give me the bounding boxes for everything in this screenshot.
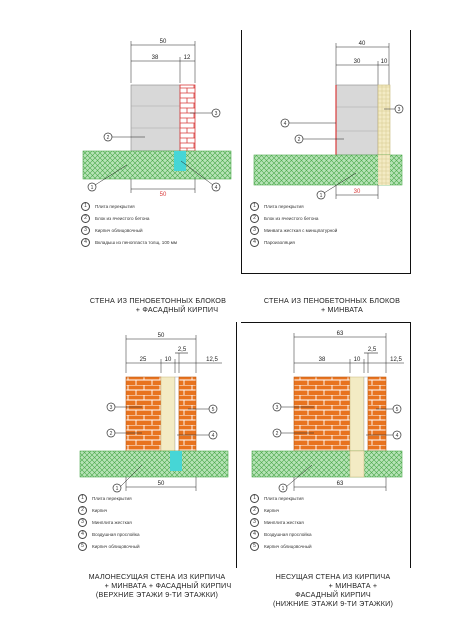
diagram-panel-brick-light-load <box>72 325 234 565</box>
structural-brick <box>126 377 161 451</box>
svg-text:4: 4 <box>211 433 215 439</box>
air-gap <box>175 377 179 451</box>
foam-insert <box>174 151 186 171</box>
legend-item: 3 Минплита жесткая <box>78 517 233 528</box>
svg-text:4: 4 <box>214 185 218 191</box>
legend-item: 1 Плита перекрытия <box>78 493 233 504</box>
caption-brick-light-load: МАЛОНЕСУЩАЯ СТЕНА ИЗ КИРПИЧА + МИНВАТА + ФАСАДНЫЙ КИРПИЧ (ВЕРХНИЕ ЭТАЖИ 9-ТИ ЭТАЖКИ) <box>88 572 232 599</box>
facing-brick <box>368 377 386 451</box>
diagram-panel-brick-load-bearing <box>244 325 406 565</box>
rigid-mineral-board <box>161 377 175 451</box>
diagram-panel-foam-concrete-mineral-wool <box>244 33 406 273</box>
svg-text:25: 25 <box>139 357 147 363</box>
legend-item: 3 Минплита жесткая <box>250 517 405 528</box>
legend-item: 4 Воздушная прослойка <box>78 529 233 540</box>
svg-text:10: 10 <box>164 357 172 363</box>
svg-text:1: 1 <box>319 193 323 199</box>
dim-total-top: 50 <box>159 39 167 45</box>
floor-slab <box>80 451 228 477</box>
svg-text:4: 4 <box>283 121 287 127</box>
svg-text:40: 40 <box>358 41 366 47</box>
legend-item: 5 Кирпич облицовочный <box>78 541 233 552</box>
legend-item: 5 Кирпич облицовочный <box>250 541 405 552</box>
svg-text:30: 30 <box>353 189 361 195</box>
svg-text:1: 1 <box>281 486 285 492</box>
caption-foam-concrete-mineral-wool: СТЕНА ИЗ ПЕНОБЕТОННЫХ БЛОКОВ + МИНВАТА <box>263 296 401 314</box>
svg-text:2: 2 <box>109 431 113 437</box>
diagram-panel-foam-concrete-brick <box>75 33 237 273</box>
caption-foam-concrete-brick: СТЕНА ИЗ ПЕНОБЕТОННЫХ БЛОКОВ + ФАСАДНЫЙ КИРПИЧ <box>89 296 227 314</box>
svg-text:5: 5 <box>395 407 399 413</box>
panel-border <box>241 322 411 323</box>
legend-item: 1 Плита перекрытия <box>81 201 236 212</box>
svg-text:3: 3 <box>397 107 401 113</box>
panel-border <box>241 30 242 274</box>
dim-left-top: 38 <box>151 55 159 61</box>
dim-bottom: 50 <box>159 192 167 198</box>
panel-border <box>236 322 237 568</box>
svg-text:63: 63 <box>336 331 344 337</box>
legend-item: 1 Плита перекрытия <box>250 201 405 212</box>
legend <box>250 201 405 249</box>
svg-text:50: 50 <box>157 333 165 339</box>
legend-item: 2 Блок из ячеистого бетона <box>81 213 236 224</box>
facing-brick <box>179 377 196 451</box>
mineral-wool <box>378 85 390 155</box>
panel-border <box>241 273 411 274</box>
aerated-block <box>336 85 378 155</box>
legend-item: 4 Вкладыш из пенопласта толщ. 100 мм <box>81 237 236 248</box>
legend <box>250 493 405 553</box>
legend-item: 4 Пароизоляция <box>250 237 405 248</box>
dim-right-top: 12 <box>183 55 191 61</box>
svg-text:30: 30 <box>353 59 361 65</box>
caption-brick-load-bearing: НЕСУЩАЯ СТЕНА ИЗ КИРПИЧА + МИНВАТА + ФАСАДНЫЙ КИРПИЧ (НИЖНИЕ ЭТАЖИ 9-ТИ ЭТАЖКИ) <box>272 572 394 608</box>
panel-border <box>410 30 411 274</box>
svg-text:50: 50 <box>157 481 165 487</box>
svg-text:2: 2 <box>297 137 301 143</box>
svg-text:4: 4 <box>395 433 399 439</box>
facing-brick <box>180 85 195 151</box>
svg-text:12,5: 12,5 <box>206 357 218 363</box>
svg-text:3: 3 <box>214 111 218 117</box>
legend-item: 3 Минвата жесткая с минщпатурной <box>250 225 405 236</box>
structural-brick <box>294 377 350 451</box>
legend-item: 3 Кирпич облицовочный <box>81 225 236 236</box>
legend-item: 4 Воздушная прослойка <box>250 529 405 540</box>
svg-text:10: 10 <box>380 59 388 65</box>
legend-item: 1 Плита перекрытия <box>250 493 405 504</box>
svg-text:38: 38 <box>318 357 326 363</box>
floor-slab <box>83 151 231 179</box>
legend-item: 2 Кирпич <box>78 505 233 516</box>
svg-text:2,5: 2,5 <box>177 347 187 353</box>
foam-insert <box>170 451 182 471</box>
svg-text:3: 3 <box>275 405 279 411</box>
svg-text:3: 3 <box>109 405 113 411</box>
svg-text:63: 63 <box>336 481 344 487</box>
legend <box>78 493 233 553</box>
svg-text:2,5: 2,5 <box>367 347 377 353</box>
aerated-block <box>131 85 180 151</box>
svg-text:1: 1 <box>115 486 119 492</box>
svg-text:12,5: 12,5 <box>390 357 402 363</box>
legend-item: 2 Кирпич <box>250 505 405 516</box>
legend <box>81 201 236 249</box>
svg-text:2: 2 <box>275 431 279 437</box>
svg-text:1: 1 <box>90 185 94 191</box>
svg-text:2: 2 <box>106 135 110 141</box>
air-gap <box>364 377 368 451</box>
svg-text:5: 5 <box>211 407 215 413</box>
panel-border <box>410 322 411 568</box>
floor-slab <box>252 451 402 477</box>
svg-text:10: 10 <box>353 357 361 363</box>
rigid-mineral-board <box>350 377 364 451</box>
legend-item: 2 Блок из ячеистого бетона <box>250 213 405 224</box>
